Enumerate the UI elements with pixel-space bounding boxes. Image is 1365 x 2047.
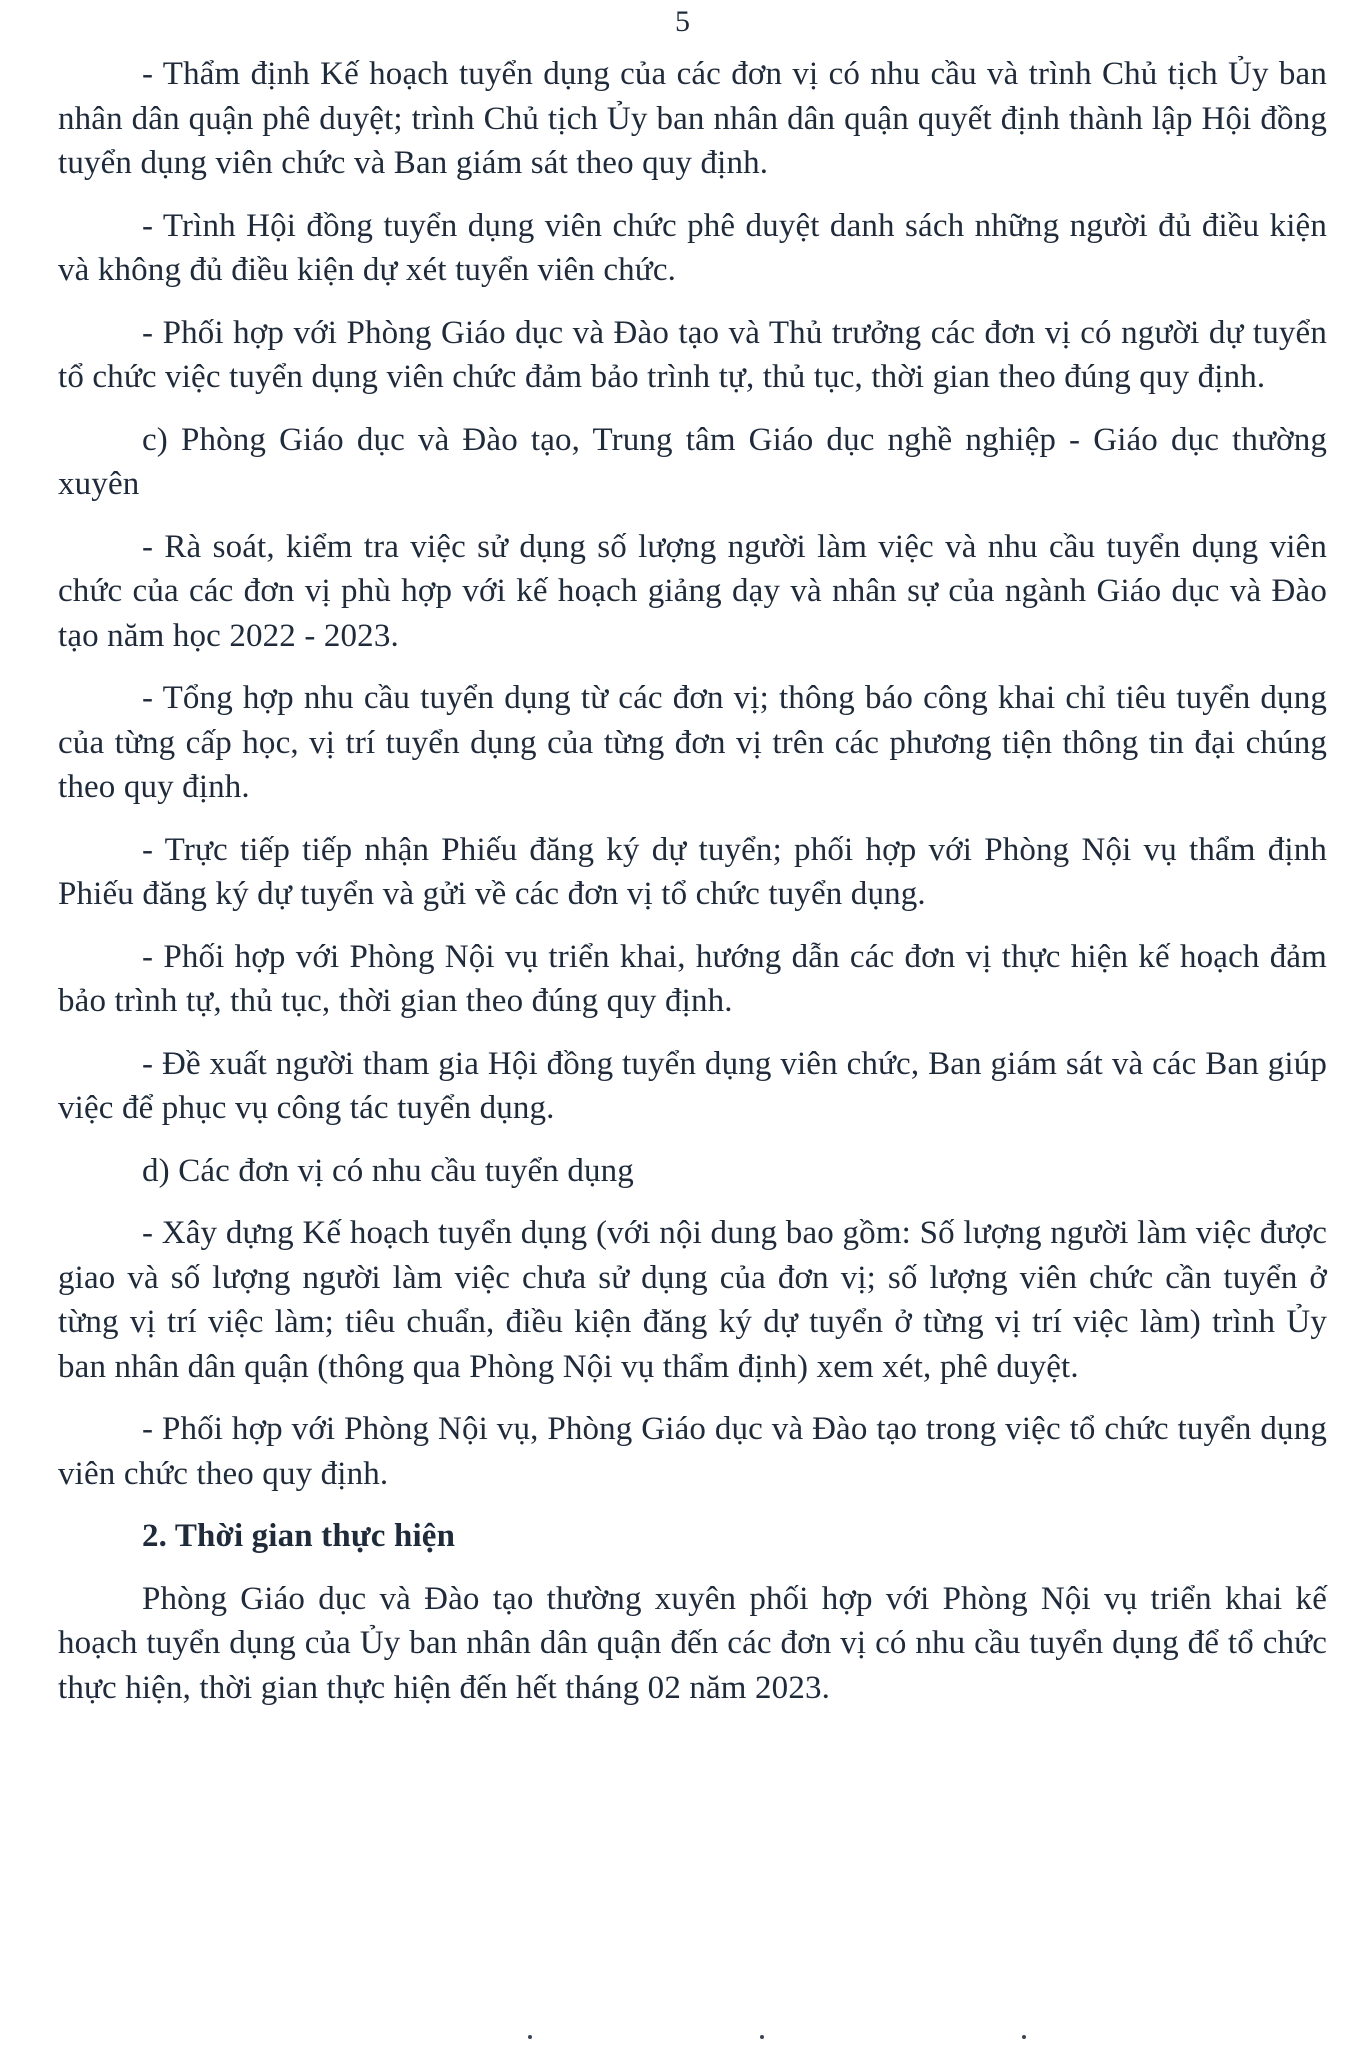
subsection-c-title: c) Phòng Giáo dục và Đào tạo, Trung tâm Giáo dục nghề nghiệp - Giáo dục thường xuyên <box>58 421 1327 502</box>
paragraph-thẩm-dinh: - Thẩm định Kế hoạch tuyển dụng của các đơn vị có nhu cầu và trình Chủ tịch Ủy ban nhân dân quận phê duyệt; trình Chủ tịch Ủy ban nhân dân quận quyết định thành lập Hội đồng tuyển dụng viên chức và Ban giám sát theo quy định. <box>58 56 1327 181</box>
paragraph-de-xuat: - Đề xuất người tham gia Hội đồng tuyển dụng viên chức, Ban giám sát và các Ban giúp việc để phục vụ công tác tuyển dụng. <box>58 1045 1327 1126</box>
paragraph-phoi-hop-thu-truong: - Phối hợp với Phòng Giáo dục và Đào tạo và Thủ trưởng các đơn vị có người dự tuyển tổ chức việc tuyển dụng viên chức đảm bảo trình tự, thủ tục, thời gian theo đúng quy định. <box>58 314 1327 395</box>
paragraph-ra-soat: - Rà soát, kiểm tra việc sử dụng số lượng người làm việc và nhu cầu tuyển dụng viên chức của các đơn vị phù hợp với kế hoạch giảng dạy và nhân sự của ngành Giáo dục và Đào tạo năm học 2022 - 2023. <box>58 528 1327 654</box>
subsection-d-title: d) Các đơn vị có nhu cầu tuyển dụng <box>142 1152 634 1189</box>
paragraph-phoi-hop-noi-vu: - Phối hợp với Phòng Nội vụ triển khai, hướng dẫn các đơn vị thực hiện kế hoạch đảm bảo trình tự, thủ tục, thời gian theo đúng quy định. <box>58 938 1327 1019</box>
section-heading: 2. Thời gian thực hiện <box>142 1518 456 1554</box>
scan-speck <box>528 2035 532 2039</box>
paragraph-trinh-hoi-dong: - Trình Hội đồng tuyển dụng viên chức phê duyệt danh sách những người đủ điều kiện và không đủ điều kiện dự xét tuyển viên chức. <box>58 207 1327 288</box>
paragraph-tong-hop: - Tổng hợp nhu cầu tuyển dụng từ các đơn vị; thông báo công khai chỉ tiêu tuyển dụng của từng cấp học, vị trí tuyển dụng của từng đơn vị trên các phương tiện thông tin đại chúng theo quy định. <box>58 680 1327 805</box>
document-body <box>58 52 1327 1728</box>
scan-speck <box>1022 2035 1026 2039</box>
paragraph-xay-dung: - Xây dựng Kế hoạch tuyển dụng (với nội dung bao gồm: Số lượng người làm việc được giao và số lượng người làm việc chưa sử dụng của đơn vị; số lượng viên chức cần tuyển ở từng vị trí việc làm; tiêu chuẩn, điều kiện đăng ký dự tuyển ở từng vị trí việc làm) trình Ủy ban nhân dân quận (thông qua Phòng Nội vụ thẩm định) xem xét, phê duyệt. <box>58 1215 1327 1385</box>
closing-paragraph: Phòng Giáo dục và Đào tạo thường xuyên phối hợp với Phòng Nội vụ triển khai kế hoạch tuyển dụng của Ủy ban nhân dân quận đến các đơn vị có nhu cầu tuyển dụng để tổ chức thực hiện, thời gian thực hiện đến hết tháng 02 năm 2023. <box>58 1580 1327 1706</box>
page-number: 5 <box>675 5 690 38</box>
paragraph-truc-tiep: - Trực tiếp tiếp nhận Phiếu đăng ký dự tuyển; phối hợp với Phòng Nội vụ thẩm định Phiếu đăng ký dự tuyển và gửi về các đơn vị tổ chức tuyển dụng. <box>58 831 1327 912</box>
paragraph-phoi-hop-to-chuc: - Phối hợp với Phòng Nội vụ, Phòng Giáo dục và Đào tạo trong việc tổ chức tuyển dụng viên chức theo quy định. <box>58 1411 1327 1492</box>
scan-speck <box>760 2035 764 2039</box>
